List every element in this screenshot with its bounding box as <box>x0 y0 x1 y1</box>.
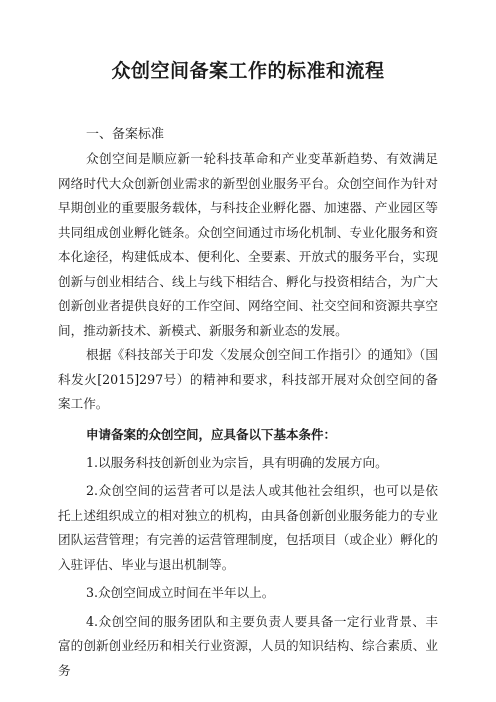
document-title: 众创空间备案工作的标准和流程 <box>111 60 385 82</box>
condition-item-4: 4.众创空间的服务团队和主要负责人要具备一定行业背景、丰富的创新创业经历和相关行业资源，人员的知识结构、综合素质、业务 <box>58 613 438 678</box>
condition-item-1: 1.以服务科技创新创业为宗旨，具有明确的发展方向。 <box>86 454 388 470</box>
paragraph-intro: 众创空间是顺应新一轮科技革命和产业变革新趋势、有效满足网络时代大众创新创业需求的新型创业服务平台。众创空间作为针对早期创业的重要服务载体，与科技企业孵化器、加速器、产业园区等共同组成创业孵化链条。众创空间通过市场化机制、专业化服务和资本化途径，构建低成本、便利化、全要素、开放式的服务平台，实现创新与创业相结合、线上与线下相结合、孵化与投资相结合，为广大创新创业者提供良好的工作空间、网络空间、社交空间和资源共享空间，推动新技术、新模式、新服务和新业态的发展。 <box>58 151 438 338</box>
condition-item-2: 2.众创空间的运营者可以是法人或其他社会组织，也可以是依托上述组织成立的相对独立的机构，由具备创新创业服务能力的专业团队运营管理；有完善的运营管理制度，包括项目（或企业）孵化的入驻评估、毕业与退出机制等。 <box>58 483 438 572</box>
condition-item-3: 3.众创空间成立时间在半年以上。 <box>86 585 275 600</box>
section-heading-standards: 一、备案标准 <box>86 127 165 142</box>
paragraph-basis: 根据《科技部关于印发〈发展众创空间工作指引〉的通知》（国科发火[2015]297号）的精神和要求，科技部开展对众创空间的备案工作。 <box>58 347 438 411</box>
conditions-heading: 申请备案的众创空间，应具备以下基本条件： <box>86 426 337 442</box>
